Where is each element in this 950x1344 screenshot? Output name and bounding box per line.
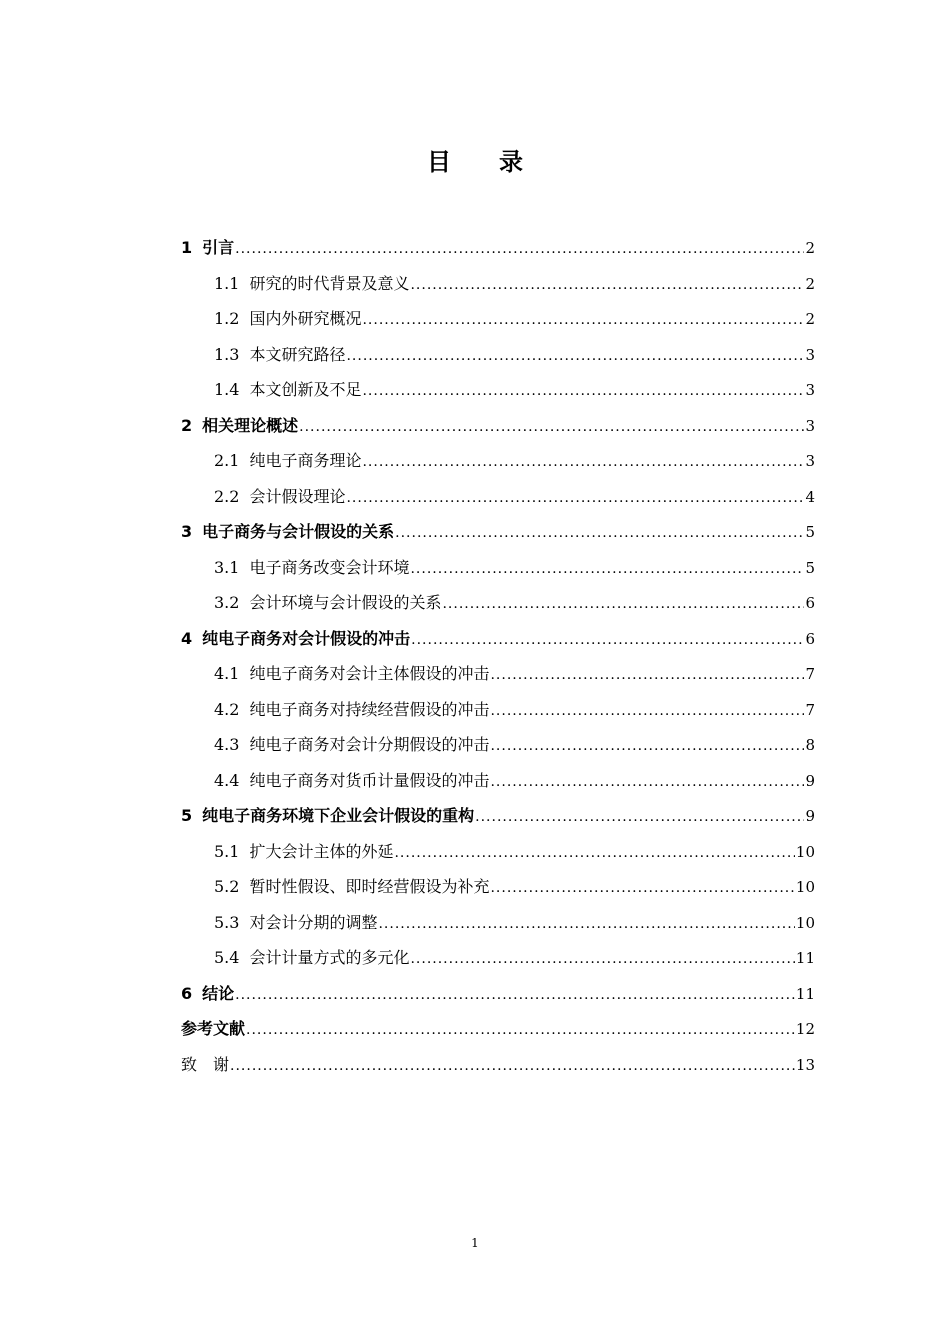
toc-item-number: 5 [181,806,193,825]
toc-item[interactable] [181,692,815,728]
toc-item-number: 1 [181,238,193,257]
toc-item-page: 5 [805,523,815,541]
toc-item-page: 5 [805,558,815,577]
toc-item-page: 10 [795,878,815,896]
toc-item-number: 2.2 [214,486,240,506]
toc-item-number: 2 [181,415,193,435]
toc-item-title: 纯电子商务对持续经营假设的冲击 [249,699,490,719]
toc-item[interactable] [181,1011,815,1047]
toc-leader [490,729,804,765]
toc-item-title: 扩大会计主体的外延 [249,841,394,861]
toc-item[interactable] [181,940,815,976]
toc-leader [394,836,794,872]
toc-item-number: 1.1 [214,273,240,293]
toc-leader [230,1049,795,1085]
toc-item-title: 纯电子商务理论 [249,451,362,470]
toc-item-page: 6 [805,594,815,612]
toc-item-page: 11 [795,949,815,967]
toc-item-page: 3 [805,416,815,435]
toc-item[interactable] [181,834,815,870]
toc-item-number: 5.3 [214,912,240,932]
toc-item[interactable] [181,266,815,302]
toc-item-number: 1.2 [214,309,240,328]
toc-leader [490,694,804,730]
toc-leader [442,587,804,623]
page-title: 目 录 [427,148,523,176]
toc-item-number: 4 [181,628,193,648]
toc-leader [490,765,804,801]
toc-item-page: 9 [805,807,815,825]
toc-item[interactable] [181,408,815,444]
toc-item-page: 8 [805,736,815,754]
toc-item-title: 电子商务与会计假设的关系 [202,522,395,541]
toc-item-page: 2 [805,274,815,293]
toc-item-title: 相关理论概述 [202,415,299,435]
toc-item-title: 纯电子商务对货币计量假设的冲击 [249,770,490,790]
toc-leader [490,658,804,694]
toc-item-title: 电子商务改变会计环境 [249,557,410,577]
toc-leader [362,374,804,410]
toc-leader [410,552,804,588]
toc-leader [395,516,804,552]
toc-item-page: 9 [805,771,815,790]
toc-item-title: 暂时性假设、即时经营假设为补充 [249,877,490,896]
toc-leader [410,942,794,978]
toc-item-page: 13 [795,1055,815,1074]
toc-item-title: 致 谢 [181,1054,230,1074]
toc-item[interactable] [181,585,815,621]
toc-leader [490,871,794,907]
toc-item-page: 2 [805,239,815,257]
toc-item-number: 6 [181,983,193,1003]
toc-leader [299,410,804,446]
toc-item-title: 引言 [202,238,235,257]
toc-leader [410,268,804,304]
toc-item[interactable] [181,905,815,941]
toc-item-title: 会计假设理论 [249,486,346,506]
toc-item-page: 7 [805,665,815,683]
toc-item-number: 5.2 [214,877,240,896]
toc-leader [346,339,804,375]
toc-item-number: 4.3 [214,735,240,754]
toc-item-title: 本文创新及不足 [249,380,362,399]
toc-item-page: 3 [805,381,815,399]
toc-item-page: 12 [795,1020,815,1038]
toc-item-title: 结论 [202,983,235,1003]
toc-item-page: 11 [795,984,815,1003]
toc-item[interactable] [181,727,815,763]
toc-item-number: 4.4 [214,770,240,790]
toc-item-number: 5.1 [214,841,240,861]
toc-item[interactable] [181,1047,815,1083]
toc-item-title: 参考文献 [181,1019,246,1038]
toc-item-title: 纯电子商务对会计分期假设的冲击 [249,735,490,754]
toc-item[interactable] [181,443,815,479]
toc-item[interactable] [181,514,815,550]
toc-item-number: 3 [181,522,193,541]
toc-item-number: 1.4 [214,380,240,399]
toc-item-title: 纯电子商务对会计主体假设的冲击 [249,664,490,683]
toc-leader [246,1013,795,1049]
toc-leader [362,445,804,481]
toc-item-page: 7 [805,700,815,719]
table-of-contents [181,230,815,1082]
toc-item-number: 3.1 [214,557,240,577]
toc-item[interactable] [181,869,815,905]
toc-item-title: 会计环境与会计假设的关系 [249,593,442,612]
toc-leader [475,800,804,836]
toc-item-number: 2.1 [214,451,240,470]
toc-item-page: 2 [805,310,815,328]
toc-item-title: 会计计量方式的多元化 [249,948,410,967]
toc-leader [235,232,804,268]
toc-item[interactable] [181,372,815,408]
toc-item[interactable] [181,976,815,1012]
toc-item-title: 对会计分期的调整 [249,912,378,932]
toc-item[interactable] [181,230,815,266]
toc-item-title: 纯电子商务对会计假设的冲击 [202,628,411,648]
toc-item[interactable] [181,656,815,692]
toc-item-title: 纯电子商务环境下企业会计假设的重构 [202,806,475,825]
toc-item[interactable] [181,763,815,799]
toc-item-page: 3 [805,452,815,470]
toc-item-number: 1.3 [214,344,240,364]
toc-item-page: 10 [795,913,815,932]
toc-item[interactable] [181,550,815,586]
toc-item-page: 6 [805,629,815,648]
toc-item-title: 研究的时代背景及意义 [249,273,410,293]
toc-item[interactable] [181,337,815,373]
toc-item-title: 国内外研究概况 [249,309,362,328]
toc-item-title: 本文研究路径 [249,344,346,364]
toc-item[interactable] [181,798,815,834]
toc-item[interactable] [181,479,815,515]
page-number: 1 [471,1236,479,1250]
toc-item-number: 5.4 [214,948,240,967]
toc-item[interactable] [181,621,815,657]
toc-leader [235,978,795,1014]
toc-leader [346,481,804,517]
toc-leader [362,303,804,339]
toc-item-number: 4.1 [214,664,240,683]
toc-item-number: 4.2 [214,699,240,719]
toc-item[interactable] [181,301,815,337]
toc-item-page: 3 [805,345,815,364]
toc-item-page: 4 [805,487,815,506]
toc-item-page: 10 [795,842,815,861]
toc-leader [411,623,804,659]
toc-item-number: 3.2 [214,593,240,612]
toc-leader [378,907,794,943]
